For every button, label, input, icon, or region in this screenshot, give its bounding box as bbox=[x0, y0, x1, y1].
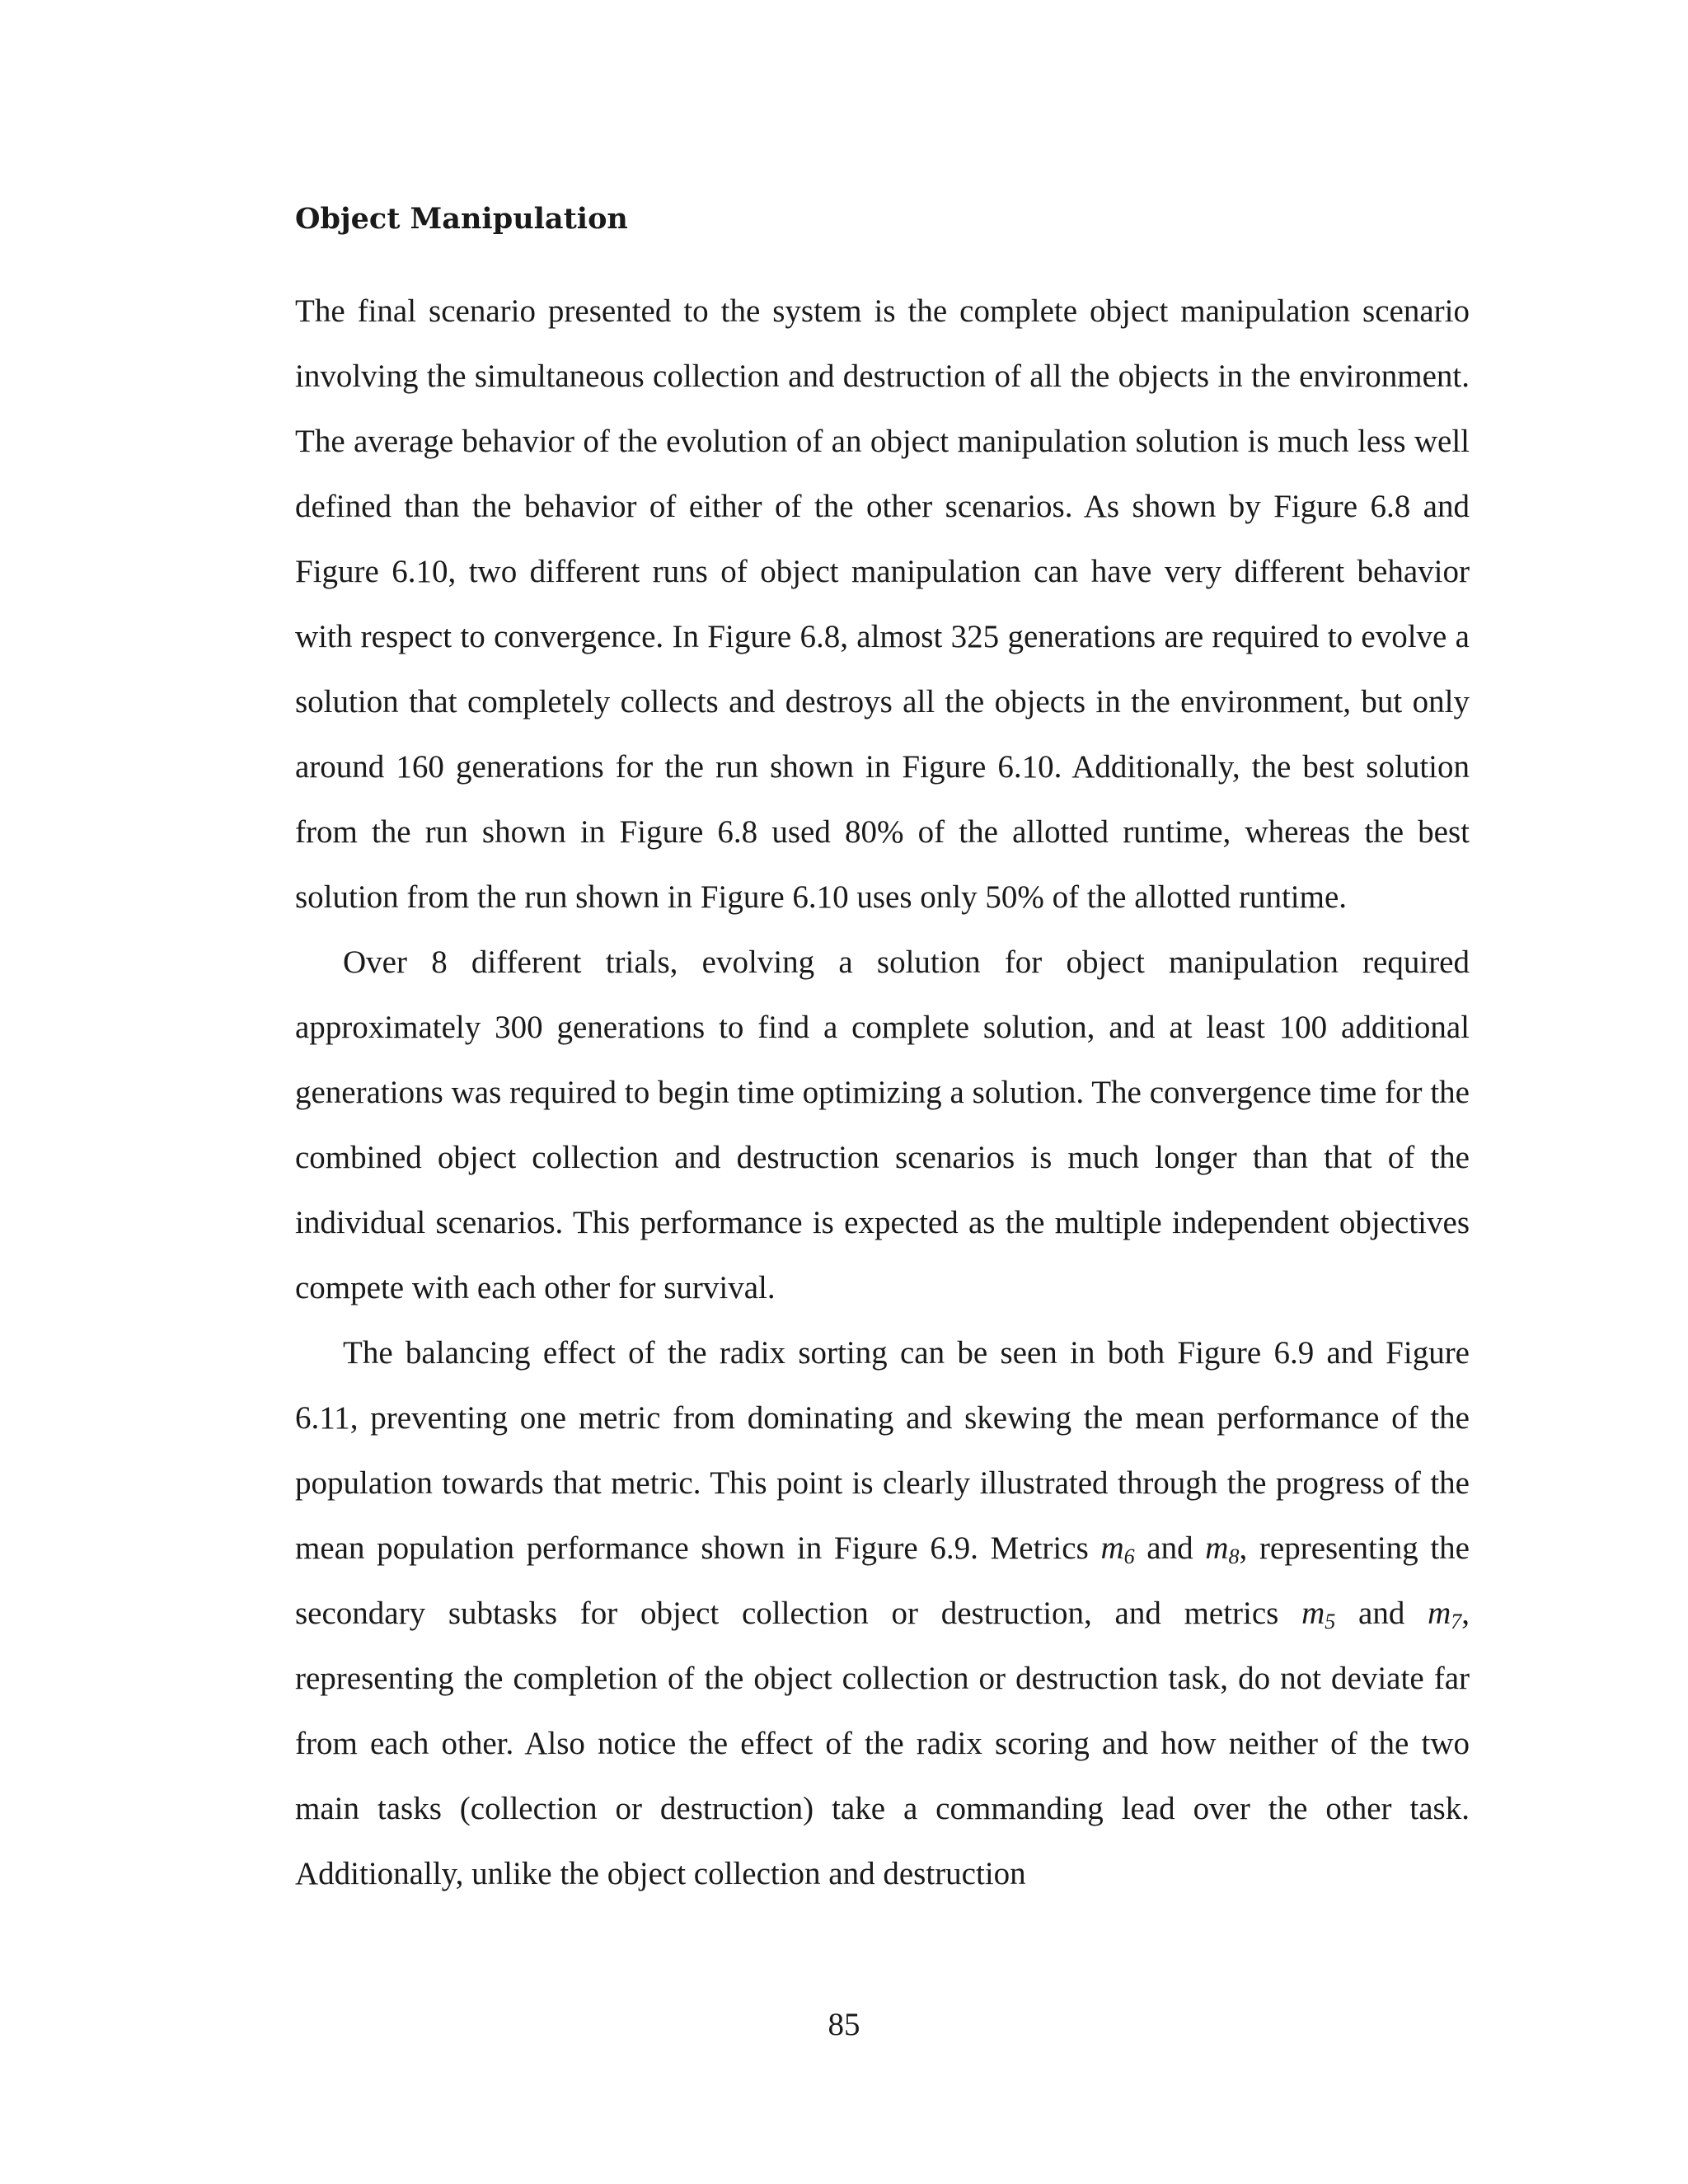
metric-m5: $m_5$ bbox=[1301, 1596, 1336, 1633]
page-body bbox=[295, 198, 1470, 1906]
metric-m6: $m_6$ bbox=[1100, 1530, 1135, 1568]
metric-m8: $m_8$ bbox=[1205, 1530, 1240, 1568]
paragraph-3: The balancing effect of the radix sorting can be seen in both Figure 6.9 and Figure 6.11, preventing one metric from dominating and skewing the mean performance of the population towards that metric. This point is clearly illustrated through the progress of the mean population performance shown in Figure 6.9. Metrics $m_6$ and $m_8$, representing the secondary subtasks for object collection or destruction, and metrics $m_5$ and $m_7$, representing the completion of the object collection or destruction task, do not deviate far from each other. Also notice the effect of the radix scoring and how neither of the two main tasks (collection or destruction) take a commanding lead over the other task. Additionally, unlike the object collection and destruction bbox=[295, 1335, 1470, 1891]
paragraph-3-text: The balancing effect of the radix sorting can be seen in both Figure 6.9 and Figure 6.11, preventing one metric from dominating and skewing the mean performance of the population towards that metric. This point is clearly illustrated through the progress of the mean population performance shown in Figure 6.9. Metrics bbox=[295, 1335, 1470, 1566]
section-title: Object Manipulation bbox=[295, 202, 628, 236]
metric-m7: $m_7$ bbox=[1428, 1596, 1462, 1633]
paragraph-1: The final scenario presented to the system is the complete object manipulation scenario involving the simultaneous collection and destruction of all the objects in the environment. The average behavior of the evolution of an object manipulation solution is much less well defined than the behavior of either of the other scenarios. As shown by Figure 6.8 and Figure 6.10, two different runs of object manipulation can have very different behavior with respect to convergence. In Figure 6.8, almost 325 generations are required to evolve a solution that completely collects and destroys all the objects in the environment, but only around 160 generations for the run shown in Figure 6.10. Additionally, the best solution from the run shown in Figure 6.8 used 80% of the allotted runtime, whereas the best solution from the run shown in Figure 6.10 uses only 50% of the allotted runtime. bbox=[295, 293, 1470, 915]
paragraph-2: Over 8 different trials, evolving a solution for object manipulation required approximately 300 generations to find a complete solution, and at least 100 additional generations was required to begin time optimizing a solution. The convergence time for the combined object collection and destruction scenarios is much longer than that of the individual scenarios. This performance is expected as the multiple independent objectives compete with each other for survival. bbox=[295, 944, 1470, 1305]
page-number: 85 bbox=[828, 2007, 860, 2042]
